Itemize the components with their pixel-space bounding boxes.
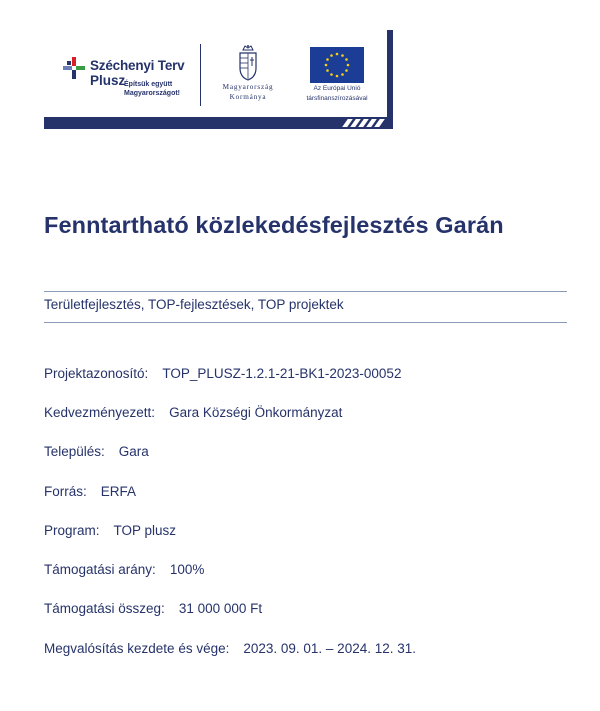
eu-logo — [292, 47, 382, 107]
field-label: Település: — [44, 444, 105, 459]
field-support-rate — [44, 562, 204, 577]
field-value: TOP plusz — [113, 523, 177, 538]
eu-line-2: társfinanszírozásával — [306, 95, 368, 102]
field-implementation-period — [44, 641, 416, 656]
category-text: Területfejlesztés, TOP-fejlesztések, TOP projektek — [44, 297, 344, 312]
banner-bottom-bar — [44, 117, 393, 129]
field-label: Projektazonosító: — [44, 366, 149, 381]
field-label: Támogatási arány: — [44, 562, 156, 577]
field-value: Gara — [118, 444, 149, 459]
field-value: 100% — [169, 562, 205, 577]
szechenyi-title: Széchenyi Terv — [90, 58, 185, 73]
field-value: 2023. 09. 01. – 2024. 12. 31. — [243, 641, 417, 656]
field-label: Megvalósítás kezdete és vége: — [44, 641, 230, 656]
field-label: Forrás: — [44, 484, 87, 499]
hungarian-government-logo — [208, 44, 288, 106]
slogan-line-1: Építsük együtt — [124, 81, 173, 88]
field-settlement — [44, 444, 149, 459]
government-line-1: Magyarország — [222, 83, 274, 91]
slogan-line-2: Magyarországot! — [124, 90, 181, 97]
category-rule-bottom — [44, 322, 567, 323]
field-label: Program: — [44, 523, 100, 538]
eu-line-1: Az Európai Unió — [313, 85, 361, 92]
szechenyi-title-plusz: Plusz — [90, 73, 126, 88]
field-label: Támogatási összeg: — [44, 601, 165, 616]
field-program — [44, 523, 176, 538]
logo-divider — [200, 44, 201, 106]
banner-right-border — [387, 30, 393, 129]
eu-flag-icon — [310, 47, 364, 83]
field-label: Kedvezményezett: — [44, 405, 156, 420]
government-line-2: Kormánya — [229, 93, 267, 101]
banner-stripes — [345, 119, 385, 127]
field-value: ERFA — [100, 484, 137, 499]
field-source — [44, 484, 136, 499]
field-value: Gara Községi Önkormányzat — [169, 405, 343, 420]
szechenyi-slogan — [124, 80, 180, 98]
page-title: Fenntartható közlekedésfejlesztés Garán — [44, 212, 504, 238]
hungarian-crest-icon — [237, 44, 259, 82]
field-project-id — [44, 366, 401, 381]
field-value: TOP_PLUSZ-1.2.1-21-BK1-2023-00052 — [162, 366, 402, 381]
category-rule-top — [44, 291, 567, 292]
field-beneficiary — [44, 405, 342, 420]
szechenyi-cross-icon — [62, 56, 86, 80]
field-support-amount — [44, 601, 262, 616]
szechenyi-terv-logo — [62, 52, 192, 102]
field-value: 31 000 000 Ft — [178, 601, 263, 616]
